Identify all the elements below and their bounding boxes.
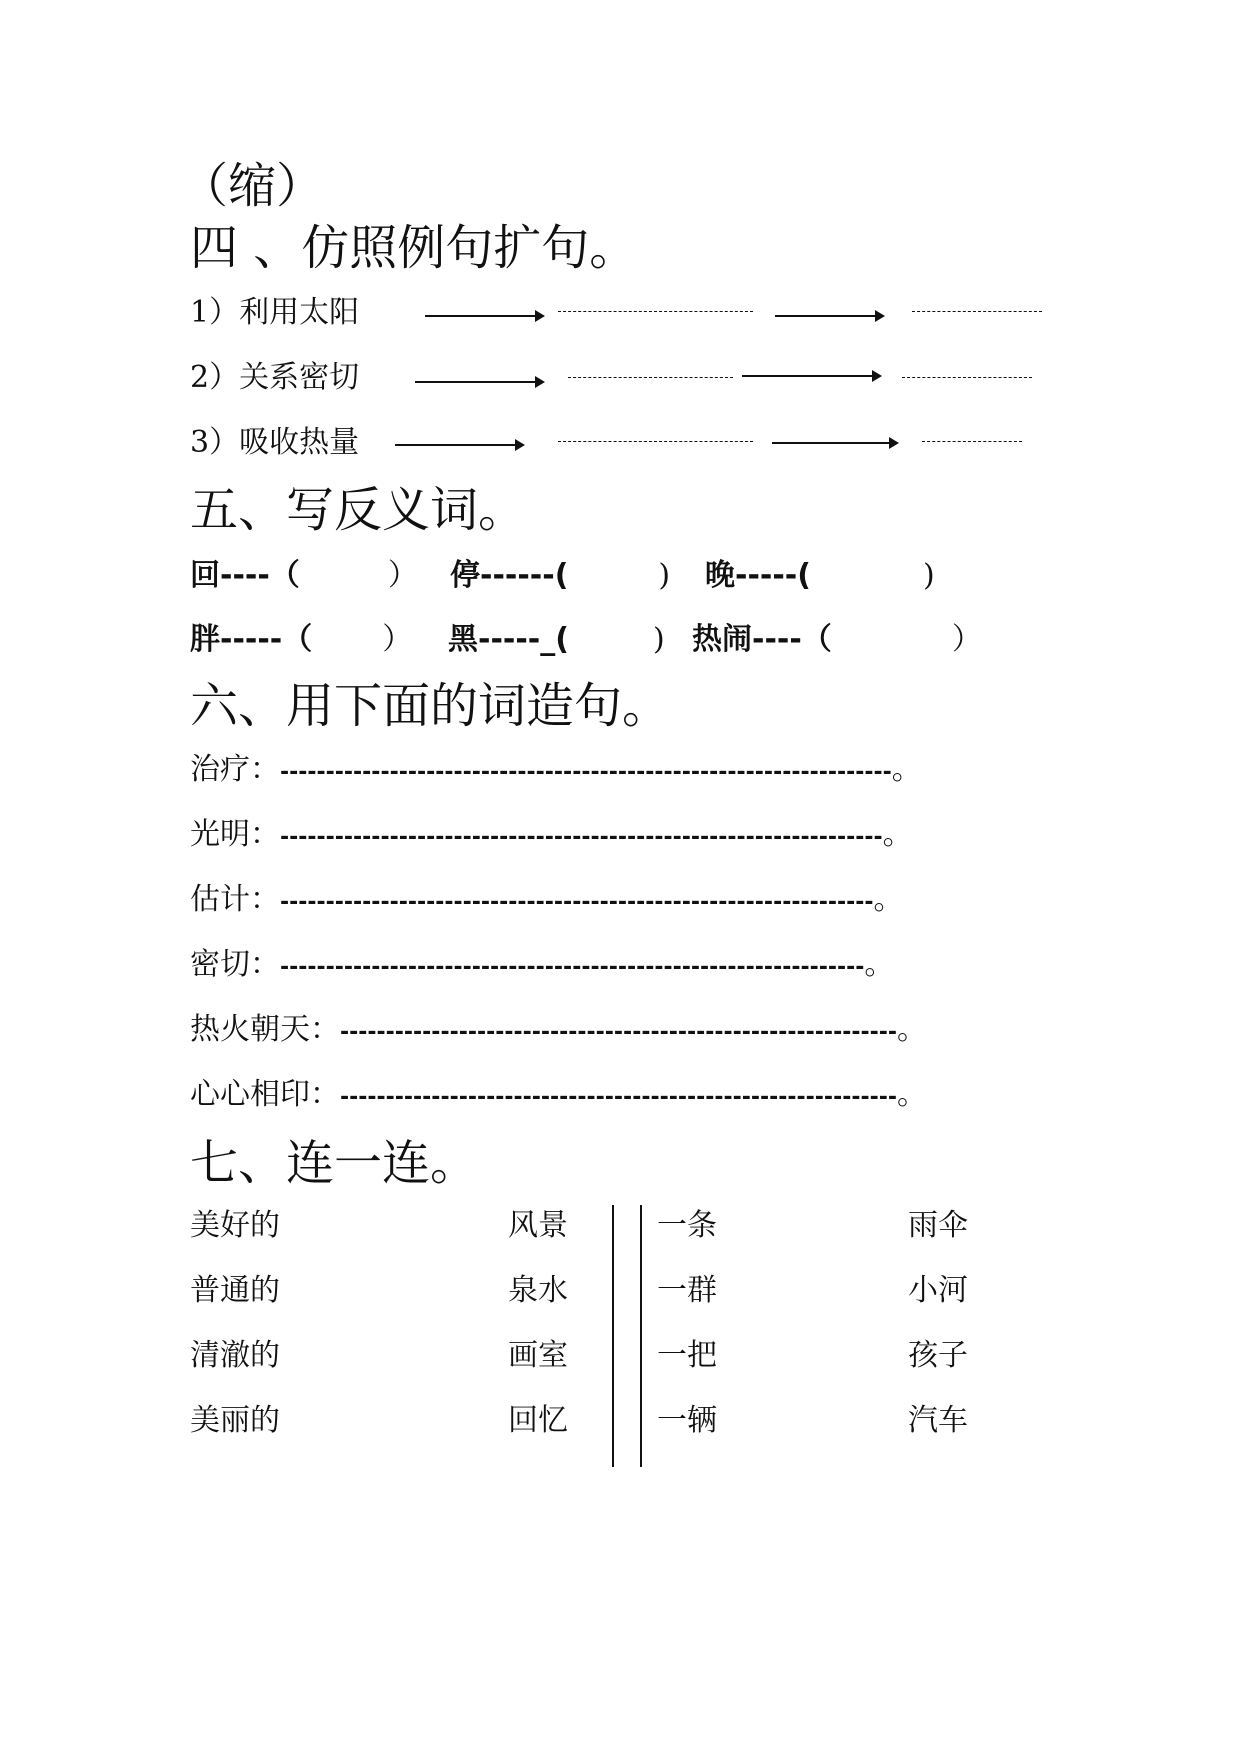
antonym-prompt: 晚-----( [705, 558, 811, 593]
arrow-line [775, 315, 883, 317]
match-right-target[interactable]: 小河 [908, 1273, 968, 1308]
sentence-word: 估计： [190, 882, 280, 917]
sentence-blank[interactable]: ----------------------------------------------------------------- [280, 890, 874, 915]
sentence-line[interactable] [190, 882, 904, 921]
sentence-blank[interactable]: ---------------------------------------------------------------- [280, 955, 865, 980]
antonym-prompt: 停------( [450, 558, 569, 593]
antonym-close: ) [652, 622, 665, 657]
antonym-pair [705, 558, 935, 594]
sentence-end: 。 [864, 947, 895, 982]
sentence-end: 。 [882, 817, 913, 852]
match-left-word[interactable]: 美丽的 [190, 1403, 280, 1438]
sentence-word: 热火朝天： [190, 1012, 340, 1047]
antonym-pair [448, 622, 665, 658]
section7-title: 七、连一连。 [190, 1135, 479, 1191]
match-right-word[interactable]: 一群 [657, 1273, 717, 1308]
arrow-line [742, 375, 880, 377]
sentence-word: 密切： [190, 947, 280, 982]
match-right-target[interactable]: 雨伞 [908, 1208, 968, 1243]
sentence-word: 光明： [190, 817, 280, 852]
sentence-line[interactable] [190, 1077, 927, 1116]
antonym-pair [190, 622, 412, 658]
antonym-close: ） [382, 622, 413, 657]
antonym-pair [692, 622, 982, 658]
antonym-close: ） [951, 622, 982, 657]
answer-blank[interactable] [902, 377, 1032, 378]
arrow-line [415, 381, 543, 383]
antonym-pair [450, 558, 670, 594]
match-right-word[interactable]: 一条 [657, 1208, 717, 1243]
sentence-word: 治疗： [190, 752, 280, 787]
section6-title: 六、用下面的词造句。 [190, 678, 671, 734]
antonym-prompt: 热闹----（ [692, 622, 832, 657]
match-left-target[interactable]: 风景 [508, 1208, 568, 1243]
sentence-word: 心心相印： [190, 1077, 340, 1112]
sentence-line[interactable] [190, 752, 922, 791]
section4-item-1: 1）利用太阳 [190, 295, 360, 330]
sentence-end: 。 [896, 1012, 927, 1047]
section4-title: 四 、仿照例句扩句。 [190, 220, 638, 276]
divider-line [640, 1205, 642, 1467]
match-left-target[interactable]: 画室 [508, 1338, 568, 1373]
match-right-target[interactable]: 汽车 [908, 1403, 968, 1438]
arrow-line [772, 442, 897, 444]
section4-item-2: 2）关系密切 [190, 360, 360, 395]
antonym-prompt: 胖-----（ [190, 622, 313, 657]
match-right-word[interactable]: 一把 [657, 1338, 717, 1373]
answer-blank[interactable] [922, 441, 1022, 442]
antonym-close: ) [658, 558, 671, 593]
section4-item-3: 3）吸收热量 [190, 425, 360, 460]
sentence-blank[interactable]: ------------------------------------------------------------------- [280, 760, 892, 785]
divider-line [612, 1205, 614, 1467]
sentence-line[interactable] [190, 1012, 927, 1051]
match-right-target[interactable]: 孩子 [908, 1338, 968, 1373]
match-left-word[interactable]: 美好的 [190, 1208, 280, 1243]
sentence-end: 。 [891, 752, 922, 787]
sentence-line[interactable] [190, 817, 913, 856]
antonym-prompt: 回----（ [190, 558, 300, 593]
match-right-word[interactable]: 一辆 [657, 1403, 717, 1438]
answer-blank[interactable] [912, 311, 1042, 312]
answer-blank[interactable] [558, 311, 753, 312]
answer-blank[interactable] [568, 377, 733, 378]
answer-blank[interactable] [558, 441, 753, 442]
antonym-prompt: 黑-----_( [448, 622, 569, 657]
sentence-blank[interactable]: ------------------------------------------------------------------ [280, 825, 883, 850]
sentence-blank[interactable]: ------------------------------------------------------------- [340, 1085, 897, 1110]
antonym-pair [190, 558, 418, 594]
header-note: （缩） [180, 158, 325, 214]
match-left-target[interactable]: 泉水 [508, 1273, 568, 1308]
match-left-word[interactable]: 普通的 [190, 1273, 280, 1308]
sentence-line[interactable] [190, 947, 894, 986]
arrow-line [395, 444, 523, 446]
sentence-end: 。 [896, 1077, 927, 1112]
match-left-word[interactable]: 清澈的 [190, 1338, 280, 1373]
sentence-end: 。 [873, 882, 904, 917]
section5-title: 五、写反义词。 [190, 482, 527, 538]
antonym-close: ） [387, 558, 418, 593]
antonym-close: ) [922, 558, 935, 593]
arrow-line [425, 315, 543, 317]
sentence-blank[interactable]: ------------------------------------------------------------- [340, 1020, 897, 1045]
match-left-target[interactable]: 回忆 [508, 1403, 568, 1438]
